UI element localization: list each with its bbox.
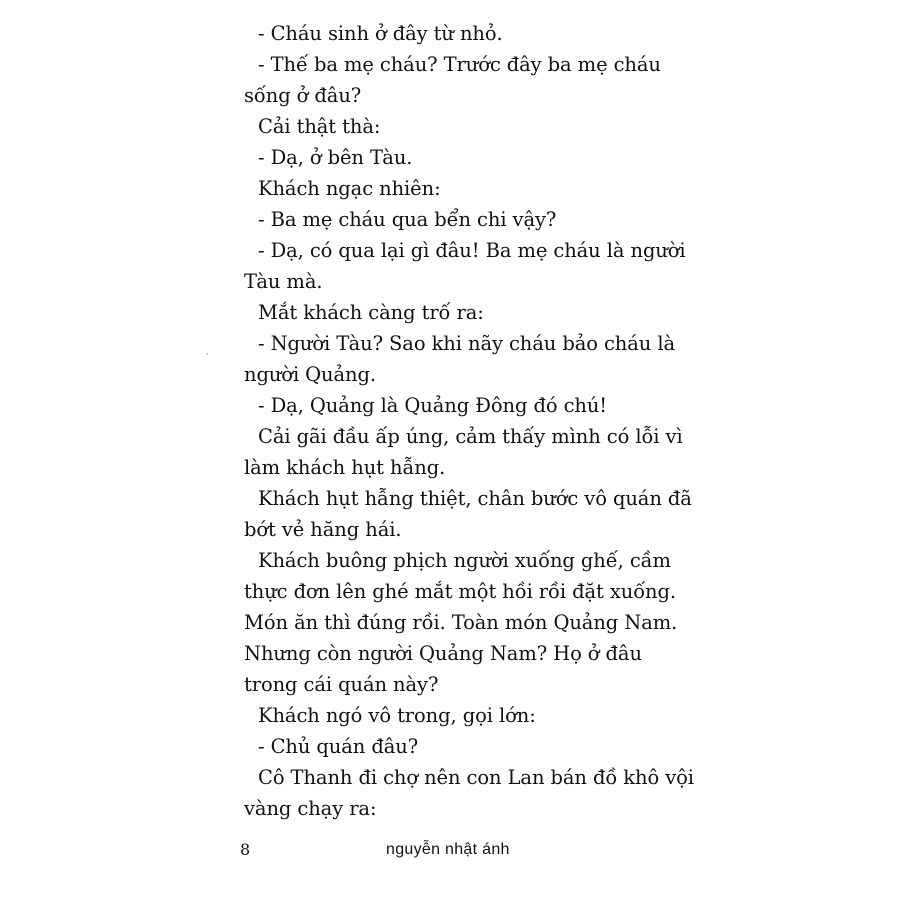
page-body-text (244, 18, 694, 824)
paragraph: Khách ngạc nhiên: (258, 177, 441, 200)
paragraph: Cô Thanh đi chợ nên con Lan bán đồ khô vội vàng chạy ra: (244, 766, 694, 820)
paragraph: - Thế ba mẹ cháu? Trước đây ba mẹ cháu sống ở đâu? (244, 53, 661, 107)
paragraph: - Dạ, có qua lại gì đâu! Ba mẹ cháu là người Tàu mà. (244, 239, 686, 293)
paragraph: - Dạ, Quảng là Quảng Đông đó chú! (258, 394, 608, 417)
page-number: 8 (240, 840, 251, 859)
paragraph: - Dạ, ở bên Tàu. (258, 146, 413, 169)
paragraph: Khách buông phịch người xuống ghế, cầm thực đơn lên ghé mắt một hồi rồi đặt xuống. Món ăn thì đúng rồi. Toàn món Quảng Nam. Nhưng còn người Quảng Nam? Họ ở đâu trong cái quán này? (244, 549, 678, 696)
paragraph: Cải thật thà: (258, 115, 381, 138)
print-speck (206, 353, 208, 355)
paragraph: - Người Tàu? Sao khi nãy cháu bảo cháu là người Quảng. (244, 332, 676, 386)
running-footer-author: nguyễn nhật ánh (386, 841, 510, 858)
paragraph: Mắt khách càng trố ra: (258, 301, 484, 324)
paragraph: Cải gãi đầu ấp úng, cảm thấy mình có lỗi vì làm khách hụt hẫng. (244, 425, 683, 479)
paragraph: Khách ngó vô trong, gọi lớn: (258, 704, 536, 727)
paragraph: - Chủ quán đâu? (258, 735, 419, 758)
paragraph: - Cháu sinh ở đây từ nhỏ. (258, 22, 503, 45)
paragraph: - Ba mẹ cháu qua bển chi vậy? (258, 208, 557, 231)
paragraph: Khách hụt hẫng thiệt, chân bước vô quán đã bớt vẻ hăng hái. (244, 487, 692, 541)
